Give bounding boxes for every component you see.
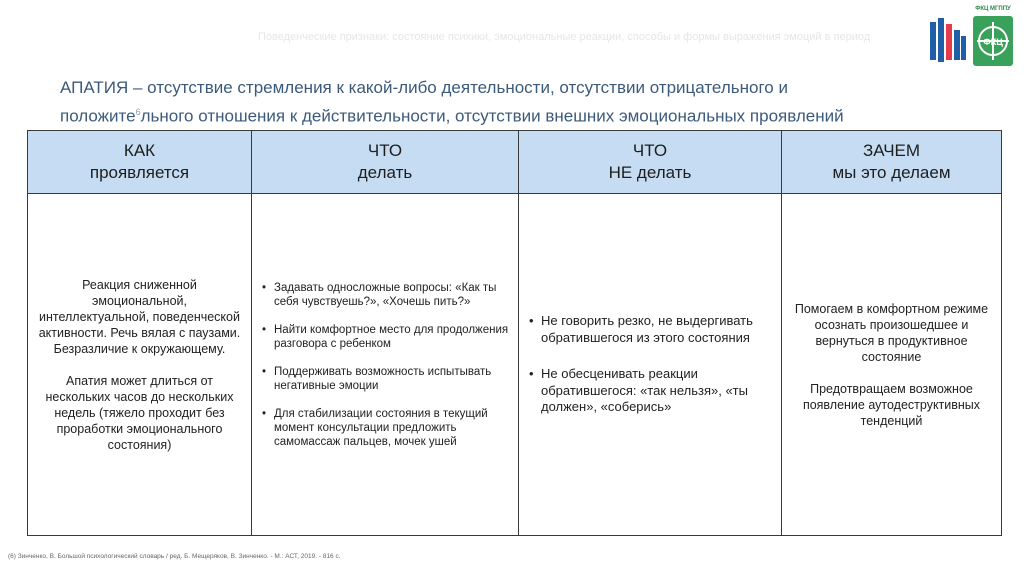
manifestation-text-2: Апатия может длиться от нескольких часов до нескольких недель (тяжело проходит без проработки эмоционального состояния) — [45, 373, 234, 452]
why-text-2: Предотвращаем возможное появление аутодеструктивных тенденций — [802, 381, 981, 428]
list-item: • Не говорить резко, не выдергивать обратившегося из этого состояния — [541, 313, 773, 346]
title-line-2b: льного отношения к действительности, отсутствии внешних эмоциональных проявлений — [140, 106, 844, 126]
list-item: • Найти комфортное место для продолжения разговора с ребенком — [274, 323, 510, 351]
hse-logo-icon — [928, 16, 968, 66]
fcc-logo-caption: ФКЦ МГППУ — [975, 6, 1011, 12]
table-row — [28, 194, 1002, 536]
recommendations-table — [27, 130, 1002, 536]
header-what-to-do: ЧТО делать — [252, 131, 519, 194]
list-item: • Поддерживать возможность испытывать негативные эмоции — [274, 365, 510, 393]
faded-header-text: Поведенческие признаки: состояние психики, эмоциональные реакции, способы и формы выражения эмоций в период — [258, 31, 871, 43]
cell-dont — [519, 194, 782, 536]
list-item: • Задавать односложные вопросы: «Как ты себя чувствуешь?», «Хочешь пить?» — [274, 281, 510, 309]
fcc-emblem-label: ФКЦ — [983, 37, 1003, 47]
list-item: • Не обесценивать реакции обратившегося: «так нельзя», «ты должен», «соберись» — [541, 366, 773, 416]
table-header-row — [28, 131, 1002, 194]
dont-list — [527, 313, 773, 416]
fcc-logo — [970, 6, 1016, 68]
cell-do — [252, 194, 519, 536]
header-how: КАК проявляется — [28, 131, 252, 194]
page-title — [60, 76, 920, 129]
do-list — [260, 281, 510, 449]
manifestation-text-1: Реакция сниженной эмоциональной, интеллектуальной, поведенческой активности. Речь вялая с паузами. Безразличие к окружающему. — [38, 277, 241, 356]
header-why: ЗАЧЕМ мы это делаем — [782, 131, 1002, 194]
logos — [920, 6, 1018, 72]
header-what-not-to-do: ЧТО НЕ делать — [519, 131, 782, 194]
footnote-mark: 6 — [135, 107, 141, 117]
cell-manifestation — [28, 194, 252, 536]
why-text-1: Помогаем в комфортном режиме осознать произошедшее и вернуться в продуктивное состояние — [794, 301, 989, 364]
fcc-emblem-icon — [973, 16, 1013, 66]
cell-why — [782, 194, 1002, 536]
list-item: • Для стабилизации состояния в текущий момент консультации предложить самомассаж пальцев, мочек ушей — [274, 407, 510, 449]
title-line-1: АПАТИЯ – отсутствие стремления к какой-либо деятельности, отсутствии отрицательного и — [60, 78, 788, 97]
title-line-2a: положите — [60, 106, 136, 126]
footnote: (6) Зинченко, В. Большой психологический словарь / ред. Б. Мещеряков, В. Зинченко. - М.: АСТ, 2019. - 816 с. — [8, 553, 341, 560]
